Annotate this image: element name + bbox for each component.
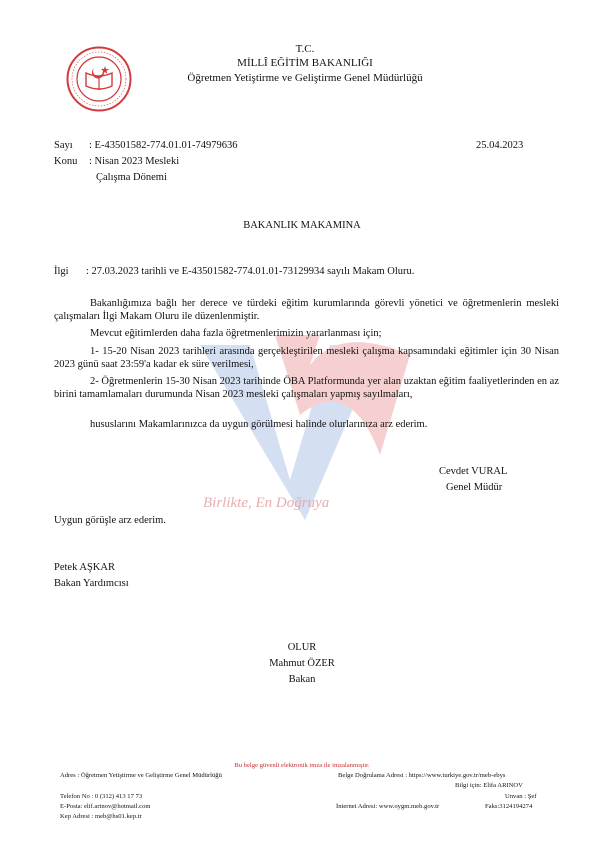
body-paragraph-2: Mevcut eğitimlerden daha fazla öğretmenlerimizin yararlanması için; [90, 328, 382, 339]
footer-phone: Telefon No : 0 (312) 413 17 73 [60, 793, 143, 800]
ilgi-value: : 27.03.2023 tarihli ve E-43501582-774.01.01-73129934 sayılı Makam Oluru. [86, 266, 415, 277]
ilgi-label: İlgi [54, 266, 69, 277]
olur-title: Bakan [288, 674, 316, 685]
sayi-label: Sayı [54, 140, 73, 151]
footer-address: Adres : Öğretmen Yetiştirme ve Geliştirme Genel Müdürlüğü [60, 772, 222, 779]
header-tc: T.C. [295, 43, 315, 55]
signer1-name: Cevdet VURAL [439, 466, 508, 477]
footer-kep: Kep Adresi : meb@hs01.kep.tr [60, 813, 142, 820]
signer2-name: Petek AŞKAR [54, 562, 115, 573]
body-paragraph-4: 2- Öğretmenlerin 15-30 Nisan 2023 tarihinde ÖBA Platformunda yer alan uzaktan eğitim faaliyetlerinden en az birini tamamlamaları durumunda Nisan 2023 mesleki çalışmaları yapmış sayılmaları, [54, 376, 559, 401]
watermark-slogan: Birlikte, En Doğruya [203, 495, 330, 511]
body-paragraph-5: hususlarını Makamlarınızca da uygun görülmesi halinde olurlarınıza arz ederim. [90, 419, 428, 430]
footer-fax: Faks:3124194274 [485, 803, 533, 810]
approval-text: Uygun görüşle arz ederim. [54, 515, 166, 526]
footer-email[interactable]: E-Posta: elif.arinov@hotmail.com [60, 803, 151, 810]
signer1-title: Genel Müdür [446, 482, 503, 493]
body-paragraph-1: Bakanlığımıza bağlı her derece ve türdeki eğitim kurumlarında görevli yönetici ve öğretmenlerin mesleki çalışmaları İlgi Makam Oluru ile düzenlenmiştir. [54, 298, 559, 323]
footer-unvan: Unvan : Şef [505, 793, 537, 800]
konu-value: : Nisan 2023 Mesleki [89, 156, 180, 167]
olur-label: OLUR [287, 642, 317, 653]
konu-value-cont: Çalışma Dönemi [96, 172, 167, 183]
sayi-value: : E-43501582-774.01.01-74979636 [89, 140, 238, 151]
footer-info: Bilgi için: Elifa ARINOV [455, 782, 523, 789]
addressee: BAKANLIK MAKAMINA [243, 220, 361, 231]
header-directorate: Öğretmen Yetiştirme ve Geliştirme Genel Müdürlüğü [187, 72, 423, 84]
footer-internet[interactable]: İnternet Adresi: www.oygm.meb.gov.tr [336, 803, 440, 810]
body-paragraph-3: 1- 15-20 Nisan 2023 tarihleri arasında gerçekleştirilen mesleki çalışma kapsamındaki eğitimler için 30 Nisan 2023 günü saat 23:59'a kadar ek süre verilmesi, [54, 346, 559, 371]
olur-name: Mahmut ÖZER [269, 658, 335, 669]
document-date: 25.04.2023 [476, 140, 524, 151]
signer2-title: Bakan Yardımcısı [54, 578, 129, 589]
ministry-seal-logo [66, 46, 132, 112]
esign-notice: Bu belge güvenli elektronik imza ile imzalanmıştır. [234, 762, 370, 769]
header-ministry: MİLLÎ EĞİTİM BAKANLIĞI [237, 57, 373, 69]
footer-verify-link[interactable]: Belge Doğrulama Adresi : https://www.turkiye.gov.tr/meb-ebys [338, 772, 506, 779]
konu-label: Konu [54, 156, 78, 167]
